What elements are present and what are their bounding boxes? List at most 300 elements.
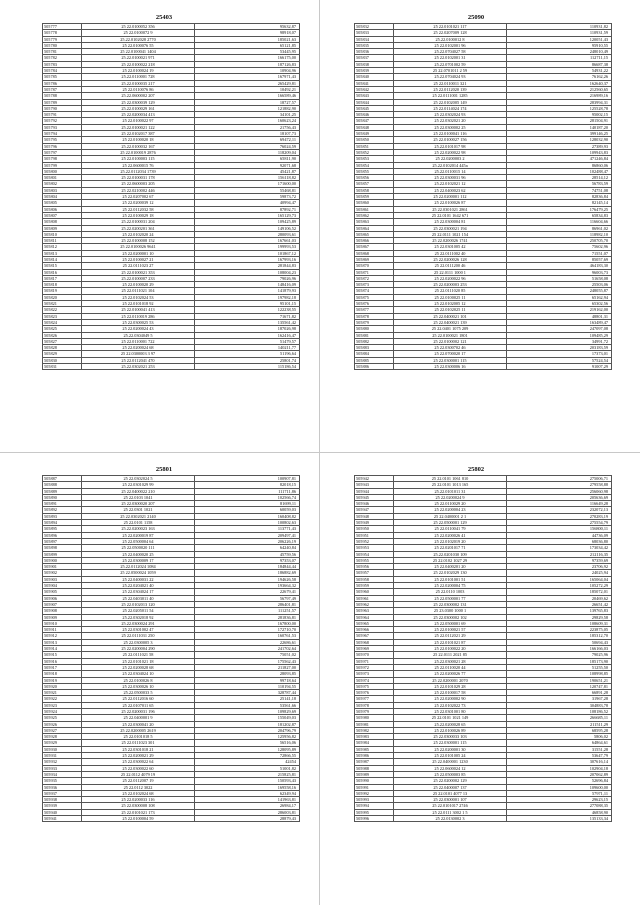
record-id-cell: 505872 — [355, 275, 394, 281]
record-id-cell: 505810 — [43, 231, 82, 237]
value-cell: 275006,71 — [507, 476, 612, 482]
value-cell: 279558,88 — [507, 482, 612, 488]
cadastral-number-cell: 25 22.0101029 28 — [394, 683, 507, 689]
cadastral-number-cell: 25 22.0102024 68 — [82, 790, 195, 796]
value-cell: 163489,47 — [507, 319, 612, 325]
record-id-cell: 505957 — [355, 570, 394, 576]
value-cell: 22686,61 — [195, 639, 300, 645]
cadastral-number-cell: 25 22.0205011 54 — [82, 608, 195, 614]
record-id-cell: 505960 — [355, 589, 394, 595]
cadastral-number-cell: 25 22.0111 2021 85 — [394, 652, 507, 658]
record-id-cell: 505903 — [43, 576, 82, 582]
record-id-cell: 505869 — [355, 256, 394, 262]
value-cell: 29829,58 — [507, 614, 612, 620]
cadastral-number-cell: 25 22.0110001 722 — [82, 338, 195, 344]
cadastral-number-cell: 25 22.0101 4077 13 — [394, 790, 507, 796]
value-cell: 165064,04 — [507, 576, 612, 582]
record-id-cell: 505830 — [43, 357, 82, 363]
cadastral-number-cell: 25.22.0112034 1739 — [82, 168, 195, 174]
cadastral-number-cell: 25 22.0400020 25 — [82, 551, 195, 557]
value-cell: 82145,14 — [507, 200, 612, 206]
value-cell: 54931,22 — [507, 68, 612, 74]
record-id-cell: 505995 — [355, 809, 394, 815]
cadastral-number-cell: 25 22.0200004 75 — [394, 583, 507, 589]
value-cell: 193664,32 — [195, 583, 300, 589]
cadastral-number-cell: 25 22.0200026 41 — [394, 532, 507, 538]
record-id-cell: 505855 — [355, 168, 394, 174]
value-cell: 51196,64 — [195, 351, 300, 357]
cadastral-number-cell: 25 22.0110029 20 — [394, 501, 507, 507]
record-id-cell: 505925 — [43, 715, 82, 721]
record-id-cell: 505899 — [43, 551, 82, 557]
record-id-cell: 505878 — [355, 313, 394, 319]
record-id-cell: 505857 — [355, 181, 394, 187]
record-id-cell: 505928 — [43, 734, 82, 740]
value-cell: 185021,63 — [195, 36, 300, 42]
record-id-cell: 505816 — [43, 269, 82, 275]
record-id-cell: 505918 — [43, 671, 82, 677]
value-cell: 99718,64 — [195, 677, 300, 683]
record-id-cell: 505934 — [43, 771, 82, 777]
record-id-cell: 505814 — [43, 256, 82, 262]
record-id-cell: 505873 — [355, 282, 394, 288]
record-id-cell: 505808 — [43, 219, 82, 225]
value-cell: 270283,19 — [507, 513, 612, 519]
value-cell: 197982,18 — [195, 294, 300, 300]
cadastral-number-cell: 25 22.0300001 115 — [394, 357, 507, 363]
record-id-cell: 505789 — [43, 99, 82, 105]
record-id-cell: 505863 — [355, 219, 394, 225]
record-id-cell: 505820 — [43, 294, 82, 300]
record-id-cell: 505941 — [43, 816, 82, 822]
value-cell: 75051,02 — [195, 652, 300, 658]
value-cell: 40994,47 — [195, 200, 300, 206]
cadastral-number-cell: 25 22.0301018 21 — [82, 746, 195, 752]
cadastral-number-cell: 25 22.0101021 18 — [82, 658, 195, 664]
value-cell: 160408,82 — [195, 513, 300, 519]
cadastral-number-cell: 25 22.0112021 29 — [394, 633, 507, 639]
value-cell: 116649,28 — [507, 501, 612, 507]
cadastral-number-cell: 25 22.0100026 87 — [394, 200, 507, 206]
record-id-cell: 505892 — [43, 507, 82, 513]
value-cell: 81699,11 — [195, 501, 300, 507]
value-cell: 190651,21 — [507, 677, 612, 683]
cadastral-number-cell: 25 22.0400021 139 — [394, 319, 507, 325]
value-cell: 76162,26 — [507, 74, 612, 80]
cadastral-number-cell: 25 22.0300020 207 — [82, 501, 195, 507]
cadastral-number-cell: 25.22.0701002 59 — [394, 61, 507, 67]
record-id-cell: 505969 — [355, 646, 394, 652]
record-id-cell: 505812 — [43, 244, 82, 250]
cadastral-number-cell: 25 22.0300002 25 — [394, 124, 507, 130]
value-cell: 110931,59 — [507, 30, 612, 36]
cadastral-number-cell: 25 22.0300033 103 — [394, 734, 507, 740]
record-id-cell: 505992 — [355, 790, 394, 796]
cadastral-number-cell: 25 22.0200003 253 — [394, 282, 507, 288]
value-cell: 186882,69 — [195, 570, 300, 576]
value-cell: 57524,54 — [507, 357, 612, 363]
cadastral-number-cell: 25 22.0110020 44 — [394, 664, 507, 670]
record-id-cell: 505929 — [43, 740, 82, 746]
value-cell: 72866,55 — [195, 753, 300, 759]
record-id-cell: 505933 — [43, 765, 82, 771]
record-id-cell: 505984 — [355, 740, 394, 746]
record-id-cell: 505905 — [43, 589, 82, 595]
value-cell: 275554,79 — [507, 520, 612, 526]
cadastral-number-cell: 25 22.0200003 2 — [394, 156, 507, 162]
value-cell: 471246,84 — [507, 156, 612, 162]
cadastral-number-cell: 25 22.0400022 210 — [82, 488, 195, 494]
value-cell: 56516,06 — [195, 740, 300, 746]
cadastral-number-cell: 25 22.0400001 9 — [82, 715, 195, 721]
record-id-cell: 505902 — [43, 570, 82, 576]
cadastral-number-cell: 25 22.0111023 301 — [82, 740, 195, 746]
record-id-cell: 505897 — [43, 538, 82, 544]
page-title: 25403 — [155, 14, 173, 21]
record-id-cell: 505860 — [355, 200, 394, 206]
record-id-cell: 505879 — [355, 319, 394, 325]
record-id-cell: 505874 — [355, 288, 394, 294]
cadastral-number-cell: 25 22.0500024 1059 — [82, 570, 195, 576]
value-cell: 111711,86 — [195, 488, 300, 494]
cadastral-number-cell: 25.22.0304049 5 — [82, 332, 195, 338]
cadastral-number-cell: 25 22.0114024 174 — [394, 105, 507, 111]
value-cell: 248055,87 — [507, 288, 612, 294]
record-id-cell: 505865 — [355, 231, 394, 237]
record-id-cell: 505833 — [355, 30, 394, 36]
value-cell: 209497,41 — [195, 532, 300, 538]
value-cell: 25141,18 — [195, 696, 300, 702]
value-cell: 108186,52 — [507, 708, 612, 714]
cadastral-number-cell: 25 22.0111002 40 — [394, 250, 507, 256]
cadastral-number-cell: 25 22.0300026 10 — [82, 683, 195, 689]
value-cell: 118982,10 — [507, 231, 612, 237]
value-cell: 108609,31 — [507, 620, 612, 626]
cadastral-number-cell: 25 22.0201017 71 — [394, 545, 507, 551]
value-cell: 10904,96 — [195, 68, 300, 74]
cadastral-number-cell: 25 22.0301005 42 — [394, 244, 507, 250]
value-cell: 65302,56 — [507, 301, 612, 307]
record-id-cell: 505824 — [43, 319, 82, 325]
value-cell: 140187,20 — [507, 124, 612, 130]
value-cell: 51479,57 — [195, 338, 300, 344]
record-id-cell: 505911 — [43, 627, 82, 633]
cadastral-number-cell: 25 22.0200004 23 — [394, 507, 507, 513]
value-cell: 120747,81 — [507, 683, 612, 689]
value-cell: 194626,58 — [195, 576, 300, 582]
cadastral-number-cell: 25 22.0500001 69 — [394, 620, 507, 626]
record-id-cell: 505778 — [43, 30, 82, 36]
record-id-cell: 505827 — [43, 338, 82, 344]
cadastral-number-cell: 25 22.0100027 21 — [82, 256, 195, 262]
record-id-cell: 505885 — [355, 357, 394, 363]
record-id-cell: 505975 — [355, 683, 394, 689]
value-cell: 181202,87 — [195, 721, 300, 727]
value-cell: 135133,34 — [507, 816, 612, 822]
value-cell: 102566,74 — [195, 494, 300, 500]
cadastral-number-cell: 25 22.0107011 65 — [82, 702, 195, 708]
cadastral-number-cell: 25 22.0101 1642 671 — [394, 212, 507, 218]
value-cell: 206226,19 — [195, 538, 300, 544]
record-id-cell: 505910 — [43, 620, 82, 626]
value-cell: 160623,24 — [195, 118, 300, 124]
cadastral-number-cell: 25 22.0101 1013 165 — [394, 482, 507, 488]
record-id-cell: 505826 — [43, 332, 82, 338]
record-id-cell: 505932 — [43, 759, 82, 765]
record-id-cell: 505982 — [355, 727, 394, 733]
value-cell: 109600,00 — [507, 784, 612, 790]
cadastral-number-cell: 25.22.0302018 92 — [82, 614, 195, 620]
record-id-cell: 505792 — [43, 118, 82, 124]
value-cell: 79026,96 — [195, 275, 300, 281]
cadastral-number-cell: 25 22.0100021 57 — [394, 627, 507, 633]
value-cell: 111251,57 — [195, 608, 300, 614]
value-cell: 128095,89 — [195, 746, 300, 752]
value-cell: 52696,84 — [507, 778, 612, 784]
cadastral-number-cell: 25 22.0101 1061 810 — [394, 476, 507, 482]
value-cell: 141879,93 — [195, 288, 300, 294]
value-cell: 56783,59 — [507, 181, 612, 187]
cadastral-number-cell: 25 22.0100025 11 — [394, 294, 507, 300]
record-id-cell: 505953 — [355, 545, 394, 551]
record-id-cell: 505806 — [43, 206, 82, 212]
page-title: 25801 — [155, 466, 173, 473]
value-cell: 85057,69 — [507, 256, 612, 262]
cadastral-number-cell: 25 22.0300022 60 — [82, 765, 195, 771]
record-id-cell: 505882 — [355, 338, 394, 344]
record-id-cell: 505853 — [355, 156, 394, 162]
cadastral-number-cell: 25 22.0302021 20 — [394, 118, 507, 124]
record-id-cell: 505795 — [43, 137, 82, 143]
cadastral-number-cell: 25 22.0700020 17 — [394, 351, 507, 357]
cadastral-number-cell: 25 22.0100029 18 — [82, 212, 195, 218]
value-cell: 18107,73 — [195, 131, 300, 137]
record-id-cell: 505961 — [355, 595, 394, 601]
record-id-cell: 505782 — [43, 55, 82, 61]
record-id-cell: 505949 — [355, 520, 394, 526]
value-cell: 105272,29 — [507, 583, 612, 589]
record-id-cell: 505947 — [355, 507, 394, 513]
record-id-cell: 505981 — [355, 721, 394, 727]
record-id-cell: 505777 — [43, 24, 82, 30]
record-id-cell: 505896 — [43, 532, 82, 538]
record-id-cell: 505931 — [43, 753, 82, 759]
value-cell: 48801,31 — [507, 313, 612, 319]
record-id-cell: 505893 — [43, 513, 82, 519]
value-cell: 211827,00 — [195, 664, 300, 670]
record-id-cell: 505914 — [43, 646, 82, 652]
value-cell: 250705,70 — [507, 238, 612, 244]
value-cell: 205636,69 — [507, 494, 612, 500]
value-cell: 185072,01 — [507, 589, 612, 595]
record-id-cell: 505951 — [355, 532, 394, 538]
record-id-cell: 505950 — [355, 526, 394, 532]
cadastral-number-cell: 25 22.0200001 112 — [394, 194, 507, 200]
cadastral-number-cell: 25 22.0200024 9 — [394, 494, 507, 500]
value-cell: 86860,06 — [507, 162, 612, 168]
cadastral-number-cell: 25 22.0200028 68 — [82, 664, 195, 670]
record-id-cell: 505888 — [43, 482, 82, 488]
value-cell: 5806,02 — [507, 734, 612, 740]
value-cell: 175562,43 — [195, 658, 300, 664]
cadastral-number-cell: 25 22.0304024 10 — [82, 671, 195, 677]
value-cell: 55468,81 — [195, 187, 300, 193]
cadastral-number-cell: 25.22.0300024 291 — [82, 620, 195, 626]
cadastral-number-cell: 25 22.0500003 85 — [394, 771, 507, 777]
document-page — [14, 466, 314, 822]
cadastral-number-cell: 25 22.0111001 1285 — [394, 93, 507, 99]
value-cell: 87892,71 — [195, 206, 300, 212]
cadastral-number-cell: 25.22.0102028 2770 — [82, 36, 195, 42]
value-cell: 34991,72 — [507, 338, 612, 344]
value-cell: 82836,84 — [507, 194, 612, 200]
record-id-cell: 505920 — [43, 683, 82, 689]
record-id-cell: 505909 — [43, 614, 82, 620]
record-id-cell: 505790 — [43, 105, 82, 111]
value-cell: 109425,89 — [195, 219, 300, 225]
value-cell: 212560,65 — [507, 86, 612, 92]
cadastral-number-cell: 25 22.0100026 89 — [394, 727, 507, 733]
cadastral-number-cell: 25 22.0102005 149 — [394, 99, 507, 105]
value-cell: 82018,15 — [195, 482, 300, 488]
record-id-cell: 505842 — [355, 86, 394, 92]
value-cell: 65811,90 — [195, 156, 300, 162]
value-cell: 219162,00 — [507, 307, 612, 313]
cadastral-number-cell: 25 22.0300003 3 97 — [82, 351, 195, 357]
record-id-cell: 505922 — [43, 696, 82, 702]
cadastral-number-cell: 25 22.0207009 128 — [394, 30, 507, 36]
record-id-cell: 505783 — [43, 61, 82, 67]
cadastral-number-cell: 25 22.0200031 196 — [82, 708, 195, 714]
value-cell: 92071,68 — [195, 162, 300, 168]
record-id-cell: 505852 — [355, 149, 394, 155]
value-cell: 307616,14 — [507, 759, 612, 765]
record-id-cell: 505831 — [43, 364, 82, 370]
value-cell: 86687,38 — [507, 61, 612, 67]
value-cell: 100907,81 — [195, 476, 300, 482]
record-id-cell: 505980 — [355, 715, 394, 721]
record-id-cell: 505835 — [355, 42, 394, 48]
cadastral-number-cell: 25 22.0112041 470 — [82, 357, 195, 363]
cadastral-number-cell: 25 22.0100076 55 — [82, 42, 195, 48]
cadastral-number-cell: 25 22.0110041 79 — [394, 526, 507, 532]
data-table — [42, 23, 300, 370]
cadastral-number-cell: 25 22.0100002 121 — [394, 338, 507, 344]
value-cell: 241702,64 — [195, 646, 300, 652]
value-cell: 115186,54 — [195, 364, 300, 370]
cadastral-number-cell: 25.22.0100021 122 — [82, 124, 195, 130]
record-id-cell: 505901 — [43, 564, 82, 570]
record-id-cell: 505840 — [355, 74, 394, 80]
cadastral-number-cell: 25 22.0500004 64 — [82, 538, 195, 544]
value-cell: 66891,28 — [507, 690, 612, 696]
cadastral-number-cell: 25 22.0300008 108 — [82, 803, 195, 809]
cadastral-number-cell: 25 22.0100026 8 — [82, 677, 195, 683]
cadastral-number-cell: 25 22.0101005 24 — [394, 753, 507, 759]
record-id-cell: 505880 — [355, 326, 394, 332]
value-cell: 149106,52 — [195, 225, 300, 231]
record-id-cell: 505825 — [43, 326, 82, 332]
value-cell: 24025,94 — [507, 570, 612, 576]
cadastral-number-cell: 25.22.0500033 5 — [82, 690, 195, 696]
cadastral-number-cell: 25 22.0200001 2070 — [394, 677, 507, 683]
value-cell: 171600,00 — [195, 181, 300, 187]
cadastral-number-cell: 25 22.0112 3022 — [82, 784, 195, 790]
record-id-cell: 505791 — [43, 112, 82, 118]
value-cell: 53445,95 — [195, 49, 300, 55]
cadastral-number-cell: 25.22.0100012 8 — [394, 36, 507, 42]
value-cell: 108998,85 — [507, 671, 612, 677]
value-cell: 109943,83 — [507, 149, 612, 155]
cadastral-number-cell: 25 22.0400031 22 — [82, 576, 195, 582]
cadastral-number-cell: 25 22.0300002 102 — [394, 614, 507, 620]
value-cell: 464183,30 — [507, 263, 612, 269]
value-cell: 27389,93 — [507, 143, 612, 149]
cadastral-number-cell: 25 22.0200022 96 — [394, 275, 507, 281]
value-cell: 112711,15 — [507, 55, 612, 61]
record-id-cell: 505883 — [355, 345, 394, 351]
record-id-cell: 505797 — [43, 149, 82, 155]
cadastral-number-cell: 25.22.0200028 65 — [394, 721, 507, 727]
value-cell: 207062,89 — [507, 771, 612, 777]
value-cell: 109485,29 — [507, 332, 612, 338]
record-id-cell: 505923 — [43, 702, 82, 708]
table-row — [43, 364, 300, 370]
record-id-cell: 505958 — [355, 576, 394, 582]
record-id-cell: 505793 — [43, 124, 82, 130]
record-id-cell: 505848 — [355, 124, 394, 130]
value-cell: 26651,42 — [507, 601, 612, 607]
record-id-cell: 505858 — [355, 187, 394, 193]
value-cell: 167993,16 — [195, 256, 300, 262]
record-id-cell: 505962 — [355, 601, 394, 607]
record-id-cell: 505994 — [355, 803, 394, 809]
cadastral-number-cell: 25 22.0111 3002 1 5 — [394, 809, 507, 815]
value-cell: 29623,15 — [507, 797, 612, 803]
record-id-cell: 505948 — [355, 513, 394, 519]
record-id-cell: 505979 — [355, 708, 394, 714]
cadastral-number-cell: 25 22.0101 1021 149 — [394, 715, 507, 721]
cadastral-number-cell: 25 22.0100020 18 — [82, 137, 195, 143]
record-id-cell: 505787 — [43, 86, 82, 92]
record-id-cell: 505843 — [355, 93, 394, 99]
record-id-cell: 505803 — [43, 187, 82, 193]
record-id-cell: 505836 — [355, 49, 394, 55]
table-row — [355, 364, 612, 370]
value-cell: 74751,08 — [507, 187, 612, 193]
value-cell: 185173,90 — [507, 658, 612, 664]
record-id-cell: 505844 — [355, 99, 394, 105]
value-cell: 10492,21 — [195, 86, 300, 92]
value-cell: 223875,05 — [507, 627, 612, 633]
record-id-cell: 505900 — [43, 557, 82, 563]
value-cell: 22679,41 — [195, 589, 300, 595]
cadastral-number-cell: 25 22.0200033 116 — [82, 797, 195, 803]
cadastral-number-cell: 25 22.0200021 29 — [82, 753, 195, 759]
record-id-cell: 505859 — [355, 194, 394, 200]
value-cell: 100802,63 — [195, 520, 300, 526]
cadastral-number-cell: 25 22.0102013 120 — [82, 601, 195, 607]
cadastral-number-cell: 25 22.0100022 218 — [82, 61, 195, 67]
record-id-cell: 505796 — [43, 143, 82, 149]
record-id-cell: 505968 — [355, 639, 394, 645]
record-id-cell: 505875 — [355, 294, 394, 300]
cadastral-number-cell: 25 22.0100052 356 — [82, 24, 195, 30]
cadastral-number-cell: 25.22.0102014 445a — [394, 162, 507, 168]
cadastral-number-cell: 25 22.0200026 77 — [394, 671, 507, 677]
cadastral-number-cell: 25.22.0101011 31 — [394, 488, 507, 494]
cadastral-number-cell: 25 22.0101021 173 — [82, 809, 195, 815]
